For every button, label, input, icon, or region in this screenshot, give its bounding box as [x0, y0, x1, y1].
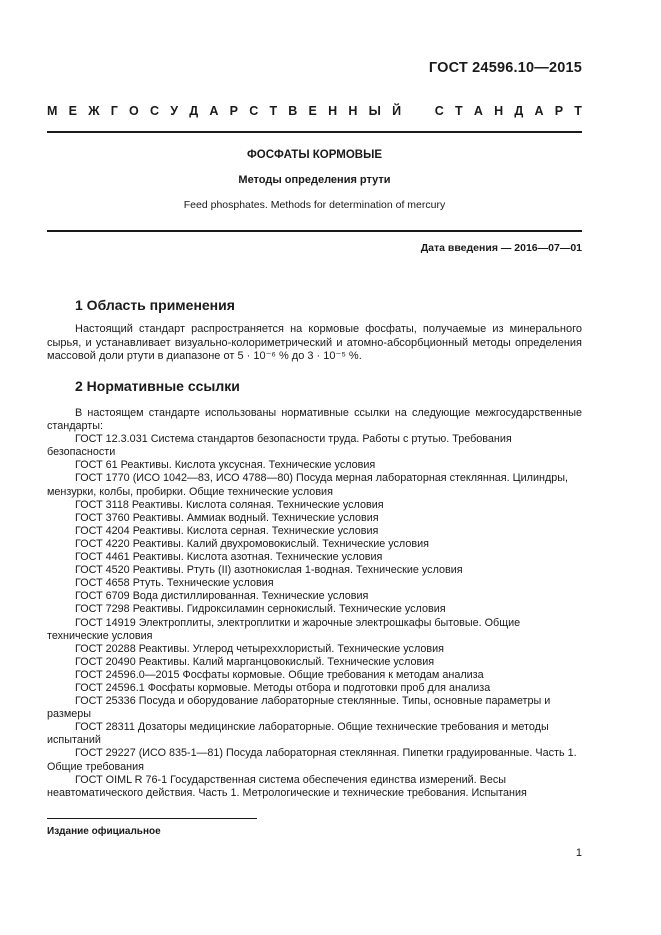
reference-item: ГОСТ 1770 (ИСО 1042—83, ИСО 4788—80) Посуда мерная лабораторная стеклянная. Цилиндры, мензурки, колбы, пробирки. Общие технические условия	[47, 472, 569, 498]
reference-item: ГОСТ 4220 Реактивы. Калий двухромовокислый. Технические условия	[75, 537, 429, 550]
banner-letter: Ы	[368, 104, 381, 118]
section-1-text	[47, 323, 582, 364]
banner-letter: Р	[229, 104, 238, 118]
introduction-date: Дата введения — 2016—07—01	[420, 242, 582, 254]
banner-letter: Е	[308, 104, 317, 118]
reference-item: ГОСТ 25336 Посуда и оборудование лабораторные стеклянные. Типы, основные параметры и размеры	[47, 695, 551, 721]
banner-letter: С	[434, 104, 444, 118]
banner-letter: С	[249, 104, 259, 118]
reference-item: ГОСТ 20490 Реактивы. Калий марганцовокислый. Технические условия	[75, 655, 435, 668]
banner-letter: А	[534, 104, 544, 118]
reference-item: ГОСТ 3118 Реактивы. Кислота соляная. Технические условия	[75, 498, 384, 511]
banner-letter: У	[170, 104, 179, 118]
section-2-heading: 2 Нормативные ссылки	[75, 378, 240, 394]
section-1-heading: 1 Область применения	[75, 297, 235, 313]
banner-letter: В	[288, 104, 298, 118]
reference-item: ГОСТ 12.3.031 Система стандартов безопасности труда. Работы с ртутью. Требования безопасности	[47, 433, 512, 459]
banner-letter: Т	[454, 104, 463, 118]
official-edition-label: Издание официальное	[47, 826, 161, 837]
standard-type-banner	[47, 104, 582, 122]
references-intro: В настоящем стандарте использованы нормативные ссылки на следующие межгосударственные стандарты:	[47, 407, 582, 433]
reference-item: ГОСТ 6709 Вода дистиллированная. Технические условия	[75, 590, 369, 603]
banner-letter: А	[209, 104, 219, 118]
reference-item: ГОСТ 4520 Реактивы. Ртуть (II) азотнокислая 1-водная. Технические условия	[75, 564, 463, 577]
footer-rule	[47, 818, 257, 819]
banner-letter: М	[47, 104, 58, 118]
banner-letter: Г	[110, 104, 118, 118]
banner-letter: Е	[68, 104, 77, 118]
reference-item: ГОСТ 7298 Реактивы. Гидроксиламин сернокислый. Технические условия	[75, 603, 446, 616]
reference-item: ГОСТ 4461 Реактивы. Кислота азотная. Технические условия	[75, 551, 383, 564]
document-title: ФОСФАТЫ КОРМОВЫЕ	[246, 149, 383, 161]
banner-letter: Д	[189, 104, 199, 118]
document-subtitle: Методы определения ртути	[238, 174, 391, 186]
english-title: Feed phosphates. Methods for determination of mercury	[183, 199, 446, 211]
reference-item: ГОСТ 20288 Реактивы. Углерод четыреххлористый. Технические условия	[75, 642, 444, 655]
banner-letter: С	[150, 104, 160, 118]
reference-item: ГОСТ 24596.1 Фосфаты кормовые. Методы отбора и подготовки проб для анализа	[75, 681, 491, 694]
banner-letter: Н	[328, 104, 338, 118]
banner-letter: Т	[269, 104, 278, 118]
normative-references	[47, 407, 582, 800]
reference-item: ГОСТ OIML R 76-1 Государственная система обеспечения единства измерений. Весы неавтоматического действия. Часть 1. Метрологические и технические требования. Испытания	[47, 773, 527, 799]
header-rule	[47, 131, 582, 133]
reference-item: ГОСТ 4658 Ртуть. Технические условия	[75, 577, 274, 590]
banner-letter: Н	[348, 104, 358, 118]
reference-item: ГОСТ 24596.0—2015 Фосфаты кормовые. Общие требования к методам анализа	[75, 668, 484, 681]
reference-item: ГОСТ 28311 Дозаторы медицинские лабораторные. Общие технические требования и методы испытаний	[47, 721, 549, 747]
document-code: ГОСТ 24596.10—2015	[428, 60, 582, 76]
banner-letter: А	[473, 104, 483, 118]
banner-letter: Н	[494, 104, 504, 118]
page-number: 1	[575, 847, 582, 859]
banner-letter: Р	[554, 104, 564, 118]
reference-item: ГОСТ 4204 Реактивы. Кислота серная. Технические условия	[75, 524, 379, 537]
section-1-paragraph: Настоящий стандарт распространяется на кормовые фосфаты, получаемые из минерального сырья, и устанавливает визуально-колориметрический и атомно-абсорбционный методы определения массовой доли ртути в диапазоне от 5 · 10⁻⁶ % до 3 · 10⁻⁵ %.	[47, 323, 582, 362]
reference-item: ГОСТ 61 Реактивы. Кислота уксусная. Технические условия	[75, 459, 376, 472]
banner-letter: О	[129, 104, 139, 118]
reference-item: ГОСТ 3760 Реактивы. Аммиак водный. Технические условия	[75, 511, 379, 524]
title-rule	[47, 230, 582, 232]
banner-letter: Т	[574, 104, 582, 118]
banner-letter: Ж	[88, 104, 100, 118]
reference-item: ГОСТ 14919 Электроплиты, электроплитки и жарочные электрошкафы бытовые. Общие технические условия	[47, 616, 521, 642]
banner-letter: Й	[392, 104, 402, 118]
banner-letter: Д	[514, 104, 524, 118]
reference-item: ГОСТ 29227 (ИСО 835-1—81) Посуда лабораторная стеклянная. Пипетки градуированные. Часть 1. Общие требования	[47, 747, 577, 773]
